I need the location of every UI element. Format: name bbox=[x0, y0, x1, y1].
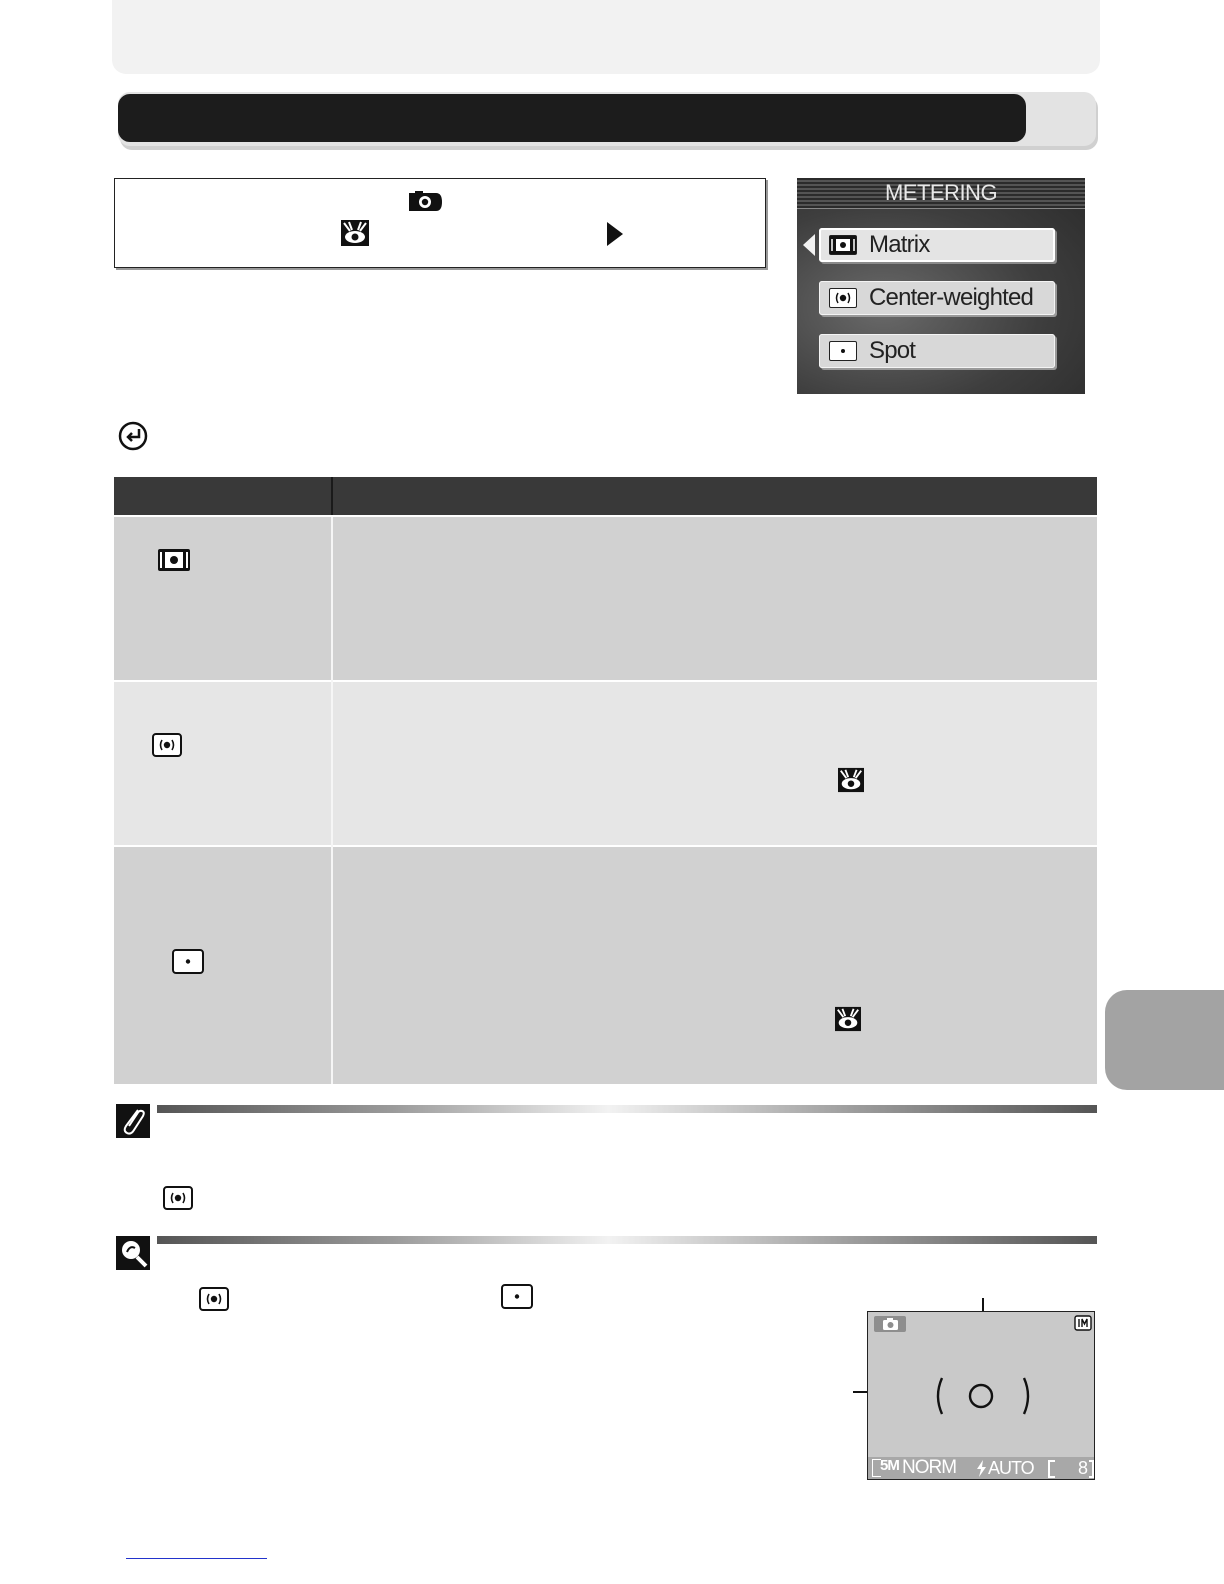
table-header bbox=[114, 477, 1097, 515]
menu-option-label: Matrix bbox=[869, 231, 930, 258]
camera-icon bbox=[874, 1316, 906, 1332]
flash-mode-indicator: AUTO bbox=[988, 1458, 1034, 1478]
note-paperclip-icon bbox=[116, 1104, 150, 1138]
shooting-mode-badge bbox=[874, 1316, 906, 1332]
center-weighted-metering-icon bbox=[829, 288, 857, 308]
footer-link-underline bbox=[126, 1558, 267, 1559]
multi-selector-right-icon bbox=[606, 221, 624, 247]
exposure-bracket bbox=[1089, 1460, 1094, 1478]
exposures-remaining: 8 bbox=[1078, 1458, 1088, 1478]
center-weighted-metering-icon bbox=[152, 733, 182, 757]
menu-option-center-weighted[interactable] bbox=[819, 281, 1055, 315]
see-also-reference-icon bbox=[838, 767, 864, 793]
menu-option-label: Center-weighted bbox=[869, 284, 1034, 311]
status-bar bbox=[868, 1457, 1094, 1479]
menu-cursor-icon bbox=[803, 234, 815, 256]
menu-option-spot[interactable] bbox=[819, 334, 1055, 368]
default-setting-icon bbox=[117, 420, 149, 452]
menu-option-label: Spot bbox=[869, 337, 916, 364]
note-rule bbox=[157, 1105, 1097, 1113]
image-size-indicator: 5M bbox=[880, 1457, 899, 1474]
section-title-bar bbox=[118, 94, 1026, 142]
center-weighted-metering-icon bbox=[199, 1287, 229, 1311]
table-row bbox=[114, 682, 1097, 845]
spot-metering-icon bbox=[501, 1284, 533, 1309]
exposure-bracket bbox=[1048, 1460, 1055, 1478]
table-row bbox=[114, 517, 1097, 680]
metering-area-brackets bbox=[928, 1374, 1038, 1418]
center-weighted-metering-icon bbox=[163, 1186, 193, 1210]
matrix-metering-icon bbox=[157, 548, 191, 572]
tip-rule bbox=[157, 1236, 1097, 1244]
tip-lightbulb-icon bbox=[116, 1236, 150, 1270]
matrix-metering-icon bbox=[829, 235, 857, 255]
spot-metering-icon bbox=[829, 341, 857, 361]
see-also-reference-icon bbox=[341, 220, 369, 246]
internal-memory-icon bbox=[1074, 1315, 1092, 1331]
metering-menu-title: METERING bbox=[797, 178, 1085, 209]
spot-metering-icon bbox=[172, 949, 204, 974]
camera-menu-screen bbox=[797, 178, 1085, 394]
menu-option-matrix[interactable] bbox=[819, 228, 1055, 262]
shooting-mode-camera-icon bbox=[406, 190, 444, 214]
table-column-divider bbox=[331, 517, 333, 1084]
flash-icon bbox=[976, 1460, 987, 1477]
table-row bbox=[114, 847, 1097, 1084]
chapter-side-tab bbox=[1105, 990, 1224, 1090]
image-quality-indicator: NORM bbox=[902, 1457, 957, 1478]
see-also-reference-icon bbox=[835, 1006, 861, 1032]
page-header-band bbox=[112, 0, 1100, 74]
monitor-display-illustration bbox=[867, 1311, 1095, 1480]
table-header-divider bbox=[331, 477, 333, 515]
